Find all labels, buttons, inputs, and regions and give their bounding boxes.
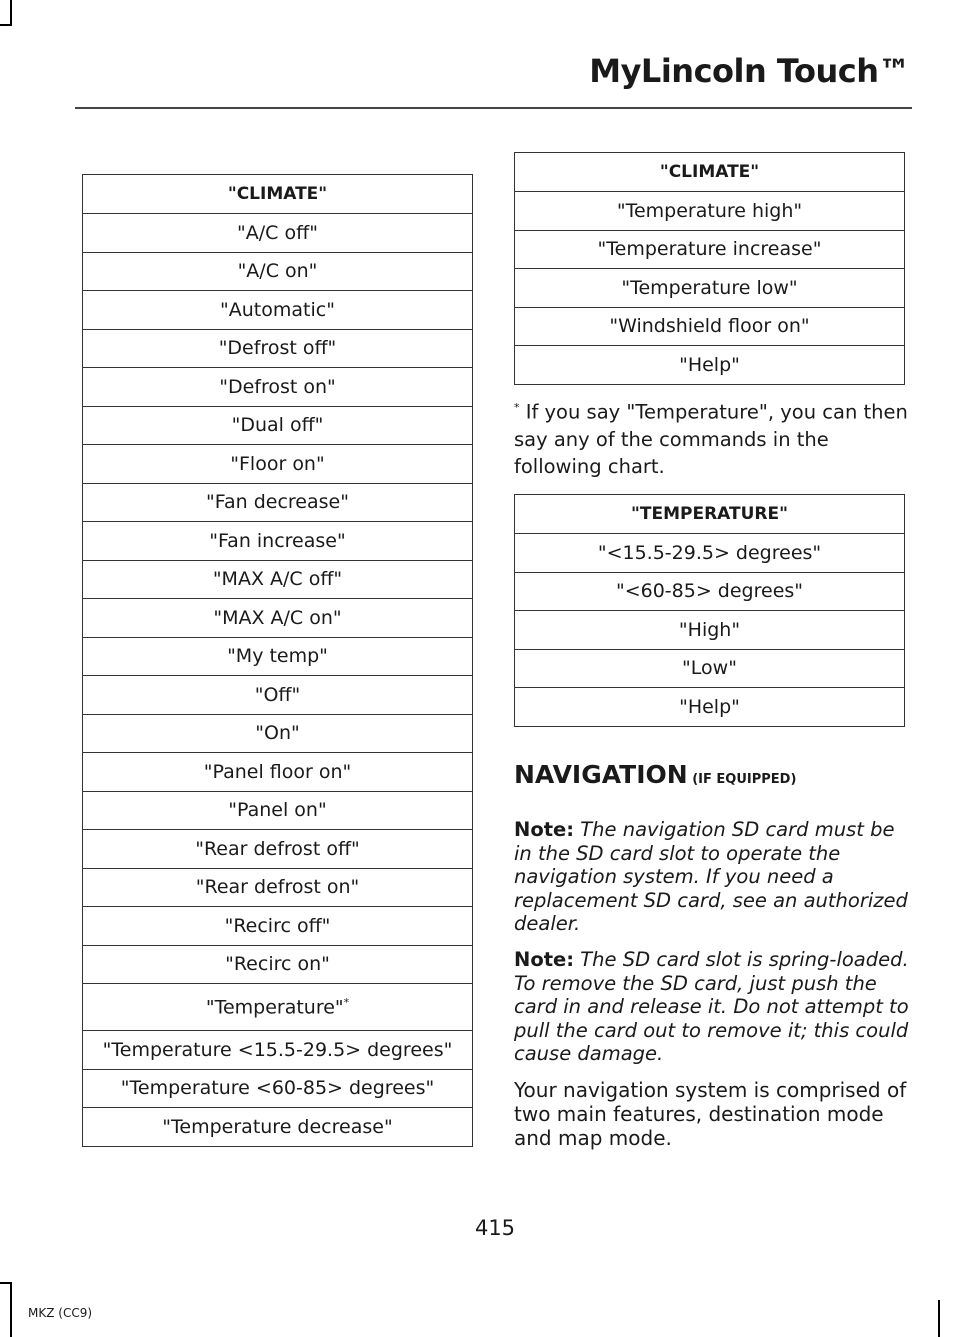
table-row	[515, 269, 905, 308]
table-row	[83, 483, 473, 522]
note-label: Note:	[514, 948, 575, 971]
command-cell: "Temperature increase"	[515, 230, 905, 269]
command-cell: "Recirc off"	[83, 907, 473, 946]
temperature-commands-body	[515, 534, 905, 727]
table-row	[83, 753, 473, 792]
command-cell: "Recirc on"	[83, 945, 473, 984]
table-row	[83, 637, 473, 676]
table-row	[515, 572, 905, 611]
table-row	[515, 688, 905, 727]
table-header: "TEMPERATURE"	[515, 495, 905, 534]
navigation-intro-paragraph: Your navigation system is comprised of two main features, destination mode and map mode.	[514, 1078, 907, 1150]
command-cell: "Help"	[515, 688, 905, 727]
note-sd-slot	[514, 948, 914, 1066]
table-row	[83, 1031, 473, 1070]
command-cell: "<60-85> degrees"	[515, 572, 905, 611]
page-number: 415	[474, 1216, 516, 1240]
temperature-footnote	[514, 394, 914, 480]
table-row	[83, 984, 473, 1031]
command-cell: "Off"	[83, 676, 473, 715]
table-header: "CLIMATE"	[515, 153, 905, 192]
command-cell: "Panel on"	[83, 791, 473, 830]
table-row	[83, 1108, 473, 1147]
table-row	[83, 945, 473, 984]
table-row	[83, 368, 473, 407]
command-cell: "A/C off"	[83, 214, 473, 253]
table-row	[515, 649, 905, 688]
section-heading-navigation	[514, 760, 796, 789]
crop-mark	[10, 1282, 12, 1337]
footnote-mark: *	[514, 401, 520, 414]
table-row	[515, 534, 905, 573]
command-cell: "Fan decrease"	[83, 483, 473, 522]
table-row	[83, 830, 473, 869]
command-cell: "Temperature decrease"	[83, 1108, 473, 1147]
command-cell: "Low"	[515, 649, 905, 688]
crop-mark	[938, 1300, 940, 1337]
command-cell: "Defrost on"	[83, 368, 473, 407]
note-label: Note:	[514, 818, 575, 841]
command-cell: "Temperature low"	[515, 269, 905, 308]
climate-commands-table	[82, 174, 473, 1147]
climate-commands-table-continued	[514, 152, 905, 385]
crop-mark	[0, 24, 12, 26]
table-row	[83, 406, 473, 445]
command-cell	[83, 984, 473, 1031]
command-text: "Temperature"	[205, 996, 344, 1019]
header-divider	[75, 107, 912, 109]
crop-mark	[10, 0, 12, 26]
table-row	[83, 522, 473, 561]
section-title: NAVIGATION	[514, 760, 688, 789]
command-cell: "On"	[83, 714, 473, 753]
table-row	[515, 230, 905, 269]
table-row	[515, 307, 905, 346]
climate-commands-continued-body	[515, 192, 905, 385]
command-cell: "Windshield floor on"	[515, 307, 905, 346]
table-row	[83, 445, 473, 484]
footnote-text: If you say "Temperature", you can then say any of the commands in the following chart.	[514, 400, 908, 478]
temperature-commands-table	[514, 494, 905, 727]
table-header: "CLIMATE"	[83, 175, 473, 214]
table-row	[83, 560, 473, 599]
command-cell: "Rear defrost off"	[83, 830, 473, 869]
page-title: MyLincoln Touch™	[589, 52, 910, 90]
command-cell: "Temperature high"	[515, 192, 905, 231]
command-cell: "Panel floor on"	[83, 753, 473, 792]
command-cell: "Dual off"	[83, 406, 473, 445]
command-cell: "Floor on"	[83, 445, 473, 484]
section-subtitle: (IF EQUIPPED)	[687, 772, 797, 787]
crop-mark	[0, 1282, 12, 1284]
command-cell: "Temperature <15.5-29.5> degrees"	[83, 1031, 473, 1070]
note-sd-card	[514, 818, 914, 936]
command-cell: "<15.5-29.5> degrees"	[515, 534, 905, 573]
table-row	[83, 791, 473, 830]
table-row	[83, 1069, 473, 1108]
table-row	[83, 329, 473, 368]
climate-commands-body	[83, 214, 473, 1147]
command-cell: "My temp"	[83, 637, 473, 676]
table-row	[83, 214, 473, 253]
command-cell: "Rear defrost on"	[83, 868, 473, 907]
table-row	[83, 599, 473, 638]
table-row	[83, 907, 473, 946]
command-cell: "Temperature <60-85> degrees"	[83, 1069, 473, 1108]
command-cell: "MAX A/C off"	[83, 560, 473, 599]
command-cell: "High"	[515, 611, 905, 650]
table-row	[83, 291, 473, 330]
table-row	[83, 868, 473, 907]
footnote-mark: *	[343, 995, 350, 1009]
table-row	[515, 611, 905, 650]
note-text: The SD card slot is spring-loaded. To remove the SD card, just push the card in and release it. Do not attempt to pull the card out to remove it; this could cause damage.	[514, 948, 909, 1065]
table-row	[515, 346, 905, 385]
command-cell: "Defrost off"	[83, 329, 473, 368]
table-row	[83, 252, 473, 291]
table-row	[515, 192, 905, 231]
table-row	[83, 676, 473, 715]
command-cell: "Automatic"	[83, 291, 473, 330]
command-cell: "Fan increase"	[83, 522, 473, 561]
document-code: MKZ (CC9)	[28, 1306, 93, 1320]
command-cell: "MAX A/C on"	[83, 599, 473, 638]
note-text: The navigation SD card must be in the SD card slot to operate the navigation system. If you need a replacement SD card, see an authorized dealer.	[514, 818, 908, 935]
command-cell: "Help"	[515, 346, 905, 385]
command-cell: "A/C on"	[83, 252, 473, 291]
table-row	[83, 714, 473, 753]
